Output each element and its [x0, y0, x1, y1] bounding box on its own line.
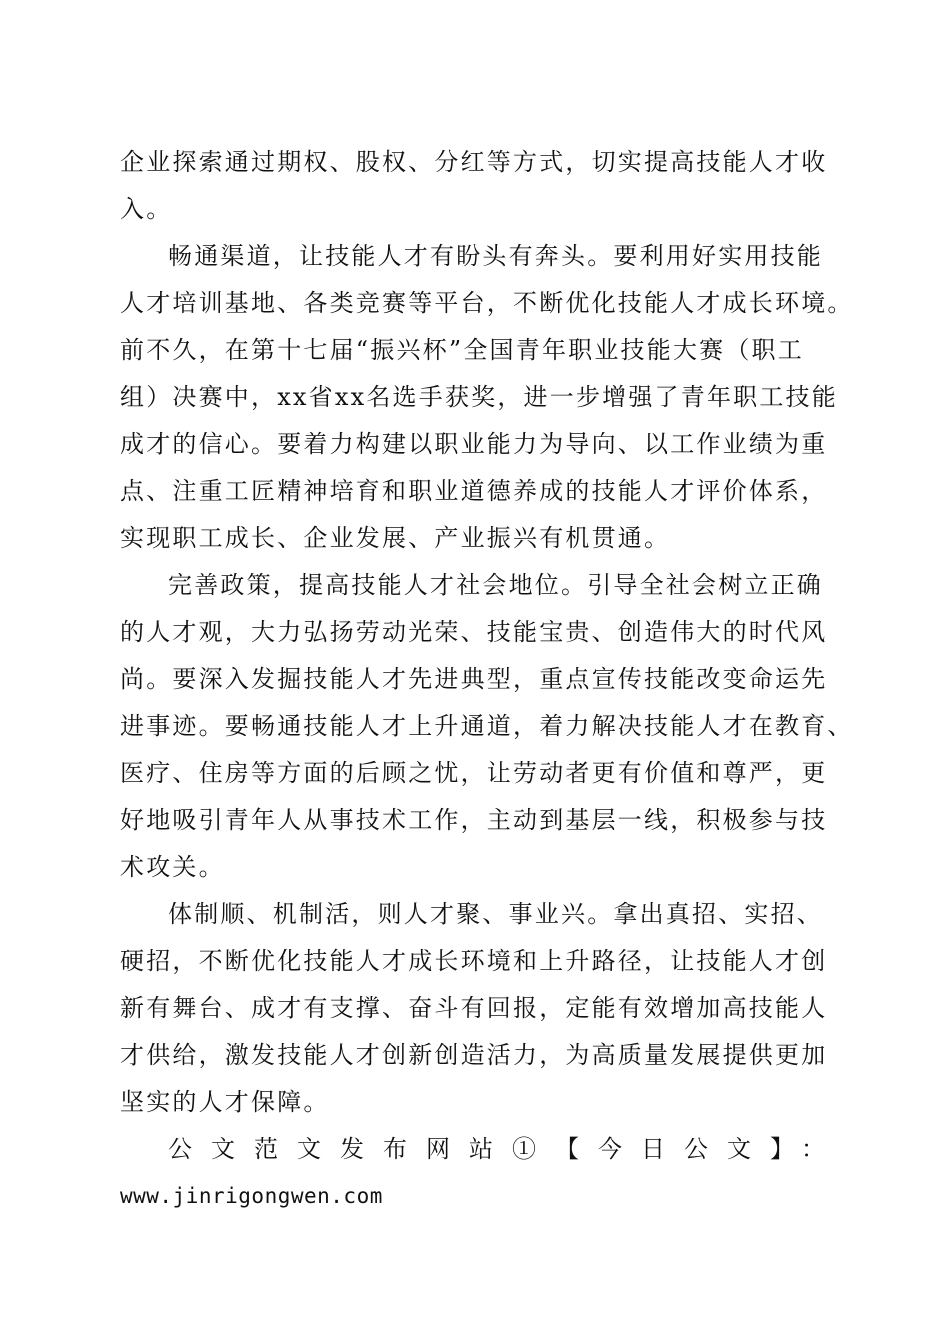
text-line: 的人才观，大力弘扬劳动光荣、技能宝贵、创造伟大的时代风 [120, 618, 828, 646]
paragraph-first-line: 体制顺、机制活，则人才聚、事业兴。拿出真招、实招、 [168, 900, 823, 928]
text-line: 点、注重工匠精神培育和职业道德养成的技能人才评价体系， [120, 477, 828, 505]
text-line: 人才培训基地、各类竞赛等平台，不断优化技能人才成长环境。 [120, 289, 854, 317]
text-line: 入。 [120, 195, 173, 223]
text-line: 好地吸引青年人从事技术工作，主动到基层一线，积极参与技 [120, 806, 828, 834]
text-line: 前不久，在第十七届“振兴杯”全国青年职业技能大赛（职工 [120, 336, 804, 364]
text-line: 术攻关。 [120, 853, 225, 881]
paragraph-first-line: 畅通渠道，让技能人才有盼头有奔头。要利用好实用技能 [168, 242, 823, 270]
footer-url: www.jinrigongwen.com [120, 1184, 383, 1208]
text-line: 医疗、住房等方面的后顾之忧，让劳动者更有价值和尊严，更 [120, 759, 828, 787]
text-line: 才供给，激发技能人才创新创造活力，为高质量发展提供更加 [120, 1041, 828, 1069]
text-line: 硬招，不断优化技能人才成长环境和上升路径，让技能人才创 [120, 947, 828, 975]
text-line: 组）决赛中，xx省xx名选手获奖，进一步增强了青年职工技能 [120, 383, 838, 411]
text-line: 企业探索通过期权、股权、分红等方式，切实提高技能人才收 [120, 148, 828, 176]
text-line: 坚实的人才保障。 [120, 1088, 330, 1116]
footer-site-label: 公文范文发布网站①【今日公文】： [168, 1135, 844, 1163]
text-line: 实现职工成长、企业发展、产业振兴有机贯通。 [120, 524, 671, 552]
paragraph-first-line: 完善政策，提高技能人才社会地位。引导全社会树立正确 [168, 571, 823, 599]
text-line: 尚。要深入发掘技能人才先进典型，重点宣传技能改变命运先 [120, 665, 828, 693]
text-line: 进事迹。要畅通技能人才上升通道，着力解决技能人才在教育、 [120, 712, 854, 740]
text-line: 新有舞台、成才有支撑、奋斗有回报，定能有效增加高技能人 [120, 994, 828, 1022]
text-line: 成才的信心。要着力构建以职业能力为导向、以工作业绩为重 [120, 430, 828, 458]
